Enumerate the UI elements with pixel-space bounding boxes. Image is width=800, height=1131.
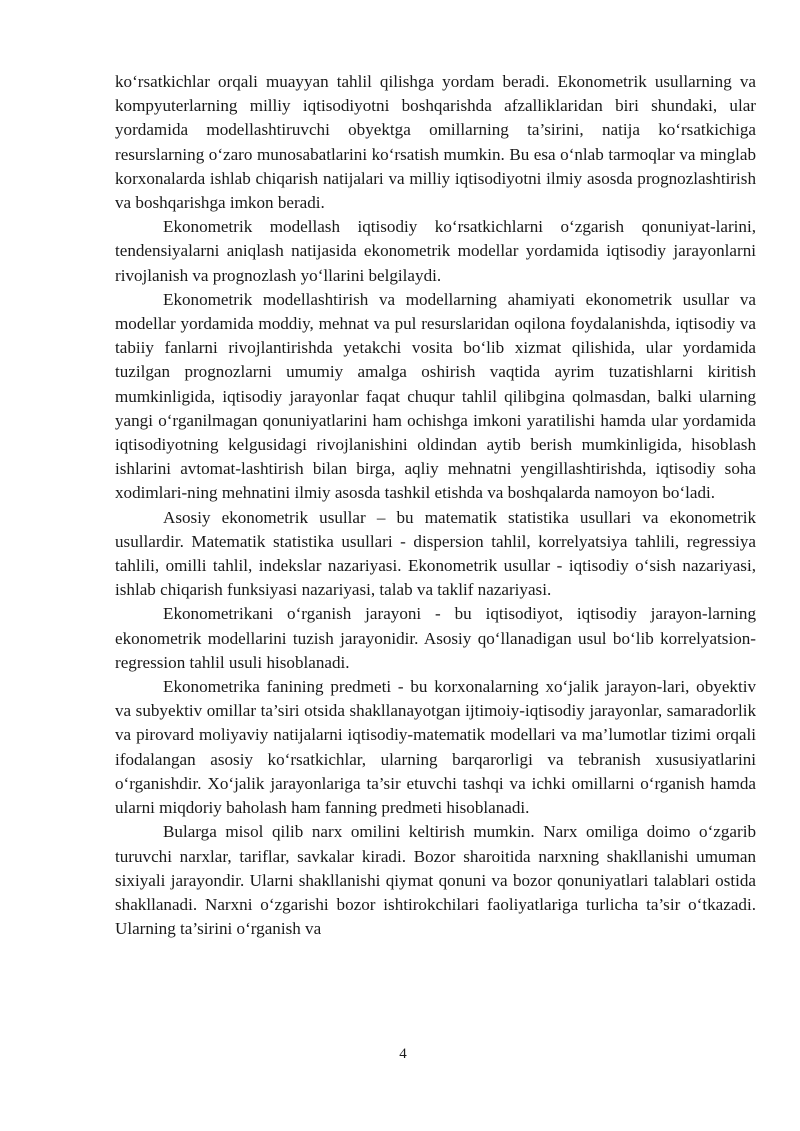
paragraph-price-factor: Bularga misol qilib narx omilini keltirish mumkin. Narx omiliga doimo o‘zgarib turuvchi narxlar, tariflar, savkalar kiradi. Bozor sharoitida narxning shakllanishi umuman sixiyali jarayondir. Ularni shakllanishi qiymat qonuni va bozor qonuniyatlari talablari ostida shakllanadi. Narxni o‘zgarishi bozor ishtirokchilari faoliyatlariga turlicha ta’sir o‘tkazadi. Ularning ta’sirini o‘rganish va [115, 822, 756, 939]
paragraph-econometric-modeling: Ekonometrik modellash iqtisodiy ko‘rsatkichlarni o‘zgarish qonuniyat-larini, tendensiyalarni aniqlash natijasida ekonometrik modellar yordamida iqtisodiy jarayonlarni rivojlanish va prognozlash yo‘llarini belgilaydi. [115, 217, 756, 285]
paragraph-study-process: Ekonometrikani o‘rganish jarayoni - bu iqtisodiyot, iqtisodiy jarayon-larning ekonometrik modellarini tuzish jarayonidir. Asosiy qo‘llanadigan usul bo‘lib korrelyatsion-regression tahlil usuli hisoblanadi. [115, 604, 756, 672]
paragraph-subject-of-science: Ekonometrika fanining predmeti - bu korxonalarning xo‘jalik jarayon-lari, obyektiv va subyektiv omillar ta’siri otsida shakllanayotgan ijtimoiy-iqtisodiy jarayonlar, samaradorlik va pirovard moliyaviy natijalarni iqtisodiy-matematik modellari va ma’lumotlar tizimi orqali ifodalangan asosiy ko‘rsatkichlar, ularning barqarorligi va tebranish xususiyatlarini o‘rganishdir. Xo‘jalik jarayonlariga ta’sir etuvchi tashqi va ichki omillarni o‘rganish hamda ularni miqdoriy baholash ham fanning predmeti hisoblanadi. [115, 677, 756, 818]
page-number: 4 [399, 1046, 407, 1062]
paragraph-importance-of-models: Ekonometrik modellashtirish va modellarning ahamiyati ekonometrik usullar va modellar yordamida moddiy, mehnat va pul resurslaridan oqilona foydalanishda, iqtisodiy va tabiiy fanlarni rivojlantirishda yetakchi vosita bo‘lib xizmat qilishida, ular yordamida tuzilgan prognozlarni umumiy amalga oshirish vaqtida ayrim tuzatishlarni kiritish mumkinligida, iqtisodiy jarayonlar faqat chuqur tahlil qilibgina qolmasdan, balki ularning yangi o‘rganilmagan qonuniyatlarini ham ochishga imkoni yaratilishi hamda ular yordamida iqtisodiyotning kelgusidagi rivojlanishini oldindan aytib berish mumkinligida, hisoblash ishlarini avtomat-lashtirish bilan birga, aqliy mehnatni yengillashtirishda, iqtisodiy soha xodimlari-ning mehnatini ilmiy asosda tashkil etishda va boshqalarda namoyon bo‘ladi. [115, 289, 756, 503]
page-body [115, 70, 756, 941]
paragraph-main-methods: Asosiy ekonometrik usullar – bu matematik statistika usullari va ekonometrik usullardir. Matematik statistika usullari - dispersion tahlil, korrelyatsiya tahlili, regressiya tahlili, omilli tahlil, indekslar nazariyasi. Ekonometrik usullar - iqtisodiy o‘sish nazariyasi, ishlab chiqarish funksiyasi nazariyasi, talab va taklif nazariyasi. [115, 507, 756, 600]
paragraph-continuation: ko‘rsatkichlar orqali muayyan tahlil qilishga yordam beradi. Ekonometrik usullarning va kompyuterlarning milliy iqtisodiyotni boshqarishda afzalliklaridan biri shundaki, ular yordamida modellashtiruvchi obyektga omillarning ta’sirini, natija ko‘rsatkichiga resurslarning o‘zaro munosabatlarini ko‘rsatish mumkin. Bu esa o‘nlab tarmoqlar va minglab korxonalarda ishlab chiqarish natijalari va milliy iqtisodiyotni ilmiy asosda prognozlashtirish va boshqarishga imkon beradi. [115, 72, 756, 213]
